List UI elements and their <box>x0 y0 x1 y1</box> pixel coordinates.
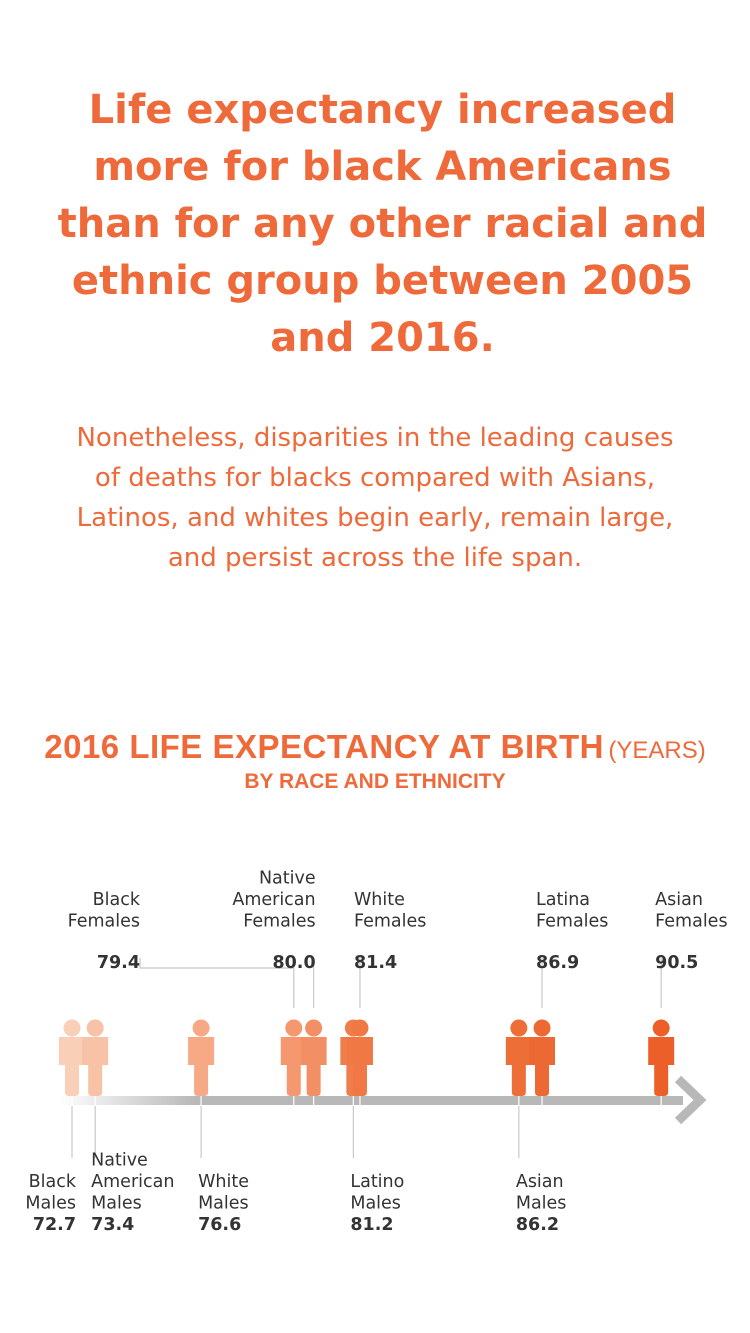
chart-title-unit: (YEARS) <box>608 737 706 764</box>
data-label: Native <box>91 1150 148 1171</box>
x-axis-bar <box>58 1096 683 1105</box>
data-value: 72.7 <box>32 1215 76 1235</box>
data-value: 81.4 <box>353 953 398 973</box>
data-label: White <box>353 890 405 910</box>
person-head <box>193 1020 210 1037</box>
data-label: Black <box>92 890 140 910</box>
data-label: Females <box>243 911 316 932</box>
chart-title-main: 2016 LIFE EXPECTANCY AT BIRTH <box>44 728 604 765</box>
data-value: 73.4 <box>91 1215 135 1235</box>
data-point <box>82 1036 108 1097</box>
life-expectancy-chart <box>0 850 750 1270</box>
data-point <box>529 1036 555 1097</box>
person-head <box>285 1020 302 1037</box>
data-label: Males <box>25 1193 76 1214</box>
data-label: Latina <box>536 890 591 910</box>
person-figure <box>506 1020 532 1097</box>
data-point <box>301 1036 327 1097</box>
data-value: 79.4 <box>96 953 140 973</box>
person-head <box>510 1020 527 1037</box>
data-value: 80.0 <box>272 953 316 973</box>
data-label: Females <box>655 911 728 932</box>
data-label: Females <box>536 911 609 932</box>
data-label: Latino <box>350 1172 405 1192</box>
data-label: Native <box>258 868 316 889</box>
data-label: Females <box>353 911 427 932</box>
person-figure <box>529 1020 555 1097</box>
data-label: American <box>232 890 316 910</box>
person-figure <box>59 1020 85 1097</box>
data-point <box>648 1036 674 1097</box>
data-label: Males <box>515 1193 567 1214</box>
chart-title <box>0 728 750 766</box>
data-label: Asian <box>515 1172 564 1192</box>
data-value: 86.9 <box>536 953 580 973</box>
person-figure <box>301 1020 327 1097</box>
leader-line <box>140 958 294 1008</box>
data-label: Asian <box>655 890 703 910</box>
person-head <box>653 1020 670 1037</box>
data-point <box>188 1036 214 1097</box>
person-head <box>64 1020 81 1037</box>
person-figure <box>188 1020 214 1097</box>
chart-subtitle: BY RACE AND ETHNICITY <box>244 770 506 793</box>
data-value: 76.6 <box>198 1215 242 1235</box>
person-head <box>351 1020 368 1037</box>
data-label: Males <box>350 1193 401 1214</box>
person-head <box>534 1020 551 1037</box>
subtext: Nonetheless, disparities in the leading causes of deaths for blacks compared with Asians, Latinos, and whites begin early, remain large, and persist across the life span. <box>76 423 674 573</box>
data-label: Males <box>198 1193 249 1214</box>
person-head <box>87 1020 104 1037</box>
data-value: 86.2 <box>515 1215 560 1235</box>
person-head <box>305 1020 322 1037</box>
data-label: Males <box>91 1193 142 1214</box>
data-label: Females <box>67 911 140 932</box>
data-label: White <box>198 1172 249 1192</box>
data-point <box>506 1036 532 1097</box>
data-value: 90.5 <box>655 953 699 973</box>
data-label: American <box>91 1172 175 1192</box>
headline: Life expectancy increased more for black Americans than for any other racial and ethnic group between 2005 and 2016. <box>57 87 708 361</box>
data-label: Black <box>28 1172 76 1192</box>
person-figure <box>82 1020 108 1097</box>
data-value: 81.2 <box>350 1215 394 1235</box>
data-point <box>59 1036 85 1097</box>
person-figure <box>648 1020 674 1097</box>
